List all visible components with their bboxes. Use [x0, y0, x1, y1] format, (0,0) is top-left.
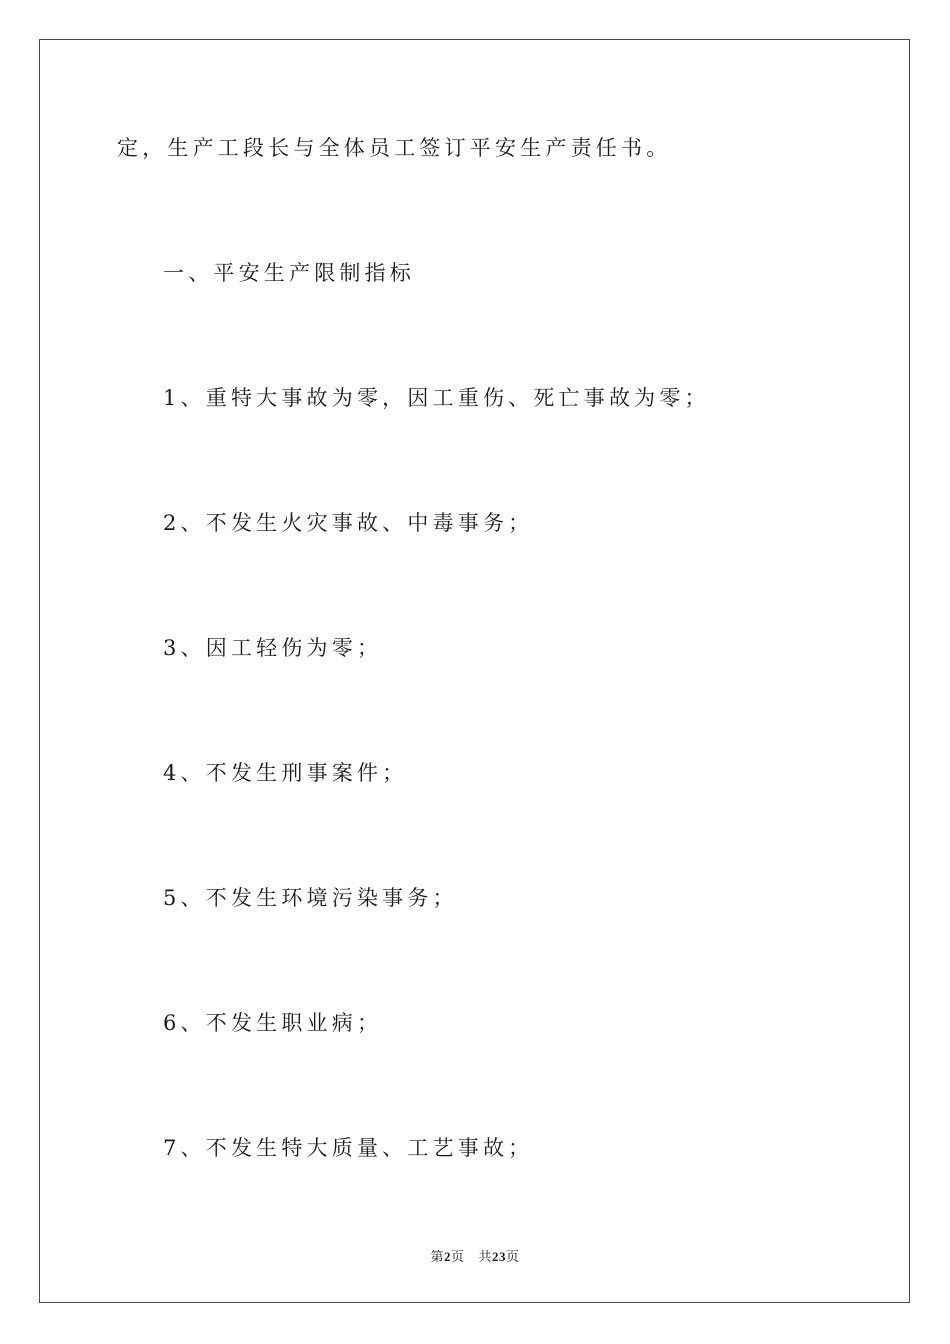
list-item-7: 7、不发生特大质量、工艺事故； — [163, 1136, 534, 1160]
total-suffix: 页 — [505, 1250, 520, 1265]
section-heading: 一、平安生产限制指标 — [163, 261, 415, 285]
list-item-5: 5、不发生环境污染事务； — [163, 886, 458, 910]
paragraph-continuation: 定，生产工段长与全体员工签订平安生产责任书。 — [117, 136, 672, 160]
page-suffix: 页 — [451, 1250, 465, 1265]
list-item-6: 6、不发生职业病； — [163, 1011, 383, 1035]
list-item-4: 4、不发生刑事案件； — [163, 761, 408, 785]
list-item-3: 3、因工轻伤为零； — [163, 636, 383, 660]
total-pages: 23 — [491, 1249, 506, 1264]
page-prefix: 第 — [430, 1250, 445, 1265]
page-number: 2 — [444, 1249, 452, 1264]
list-item-1: 1、重特大事故为零，因工重伤、死亡事故为零； — [163, 386, 710, 410]
page-footer — [0, 1248, 950, 1267]
list-item-2: 2、不发生火灾事故、中毒事务； — [163, 511, 534, 535]
total-prefix: 共 — [478, 1250, 492, 1265]
page-border — [39, 39, 910, 1303]
